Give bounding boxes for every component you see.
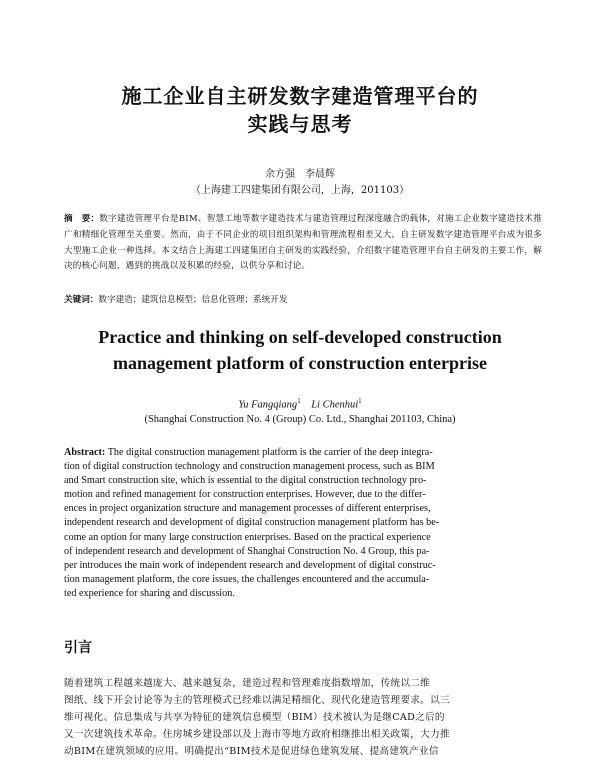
english-abstract-label: Abstract: <box>64 447 106 458</box>
english-abstract-text: The digital construction management platform is the carrier of the deep integra- tion of digital construction technology and construction management process, such as BIM and Smart construction site, which is essential to the digital construction technology pro- motion and refined management for construction enterprises. However, due to the differ- ences in project organization structure and management processes of different enterprises, independent research and development of digital construction management platform has be- come an option for many large construction enterprises. Based on the practical experience of independent research and development of Shanghai Construction No. 4 Group, this pa- per introduces the main work of independent research and development of digital construc- tion management platform, the core issues, the challenges encountered and the accumula- ted experience for sharing and discussion. <box>64 447 440 599</box>
english-author-2-affil-mark: 1 <box>358 397 362 405</box>
chinese-affiliation: （上海建工四建集团有限公司，上海，201103） <box>190 185 410 196</box>
chinese-abstract <box>64 212 542 275</box>
chinese-abstract-text: 数字建造管理平台是BIM、智慧工地等数字建造技术与建造管理过程深度融合的载体，对施工企业数字建造技术推广和精细化管理至关重要。然而，由于不同企业的项目组织架构和管理流程相差又大，自主研发数字建造管理平台成为很多大型施工企业一种选择。本文结合上海建工四建集团自主研发的实践经验，介绍数字建造管理平台自主研发的主要工作，解决的核心问题，遇到的挑战以及积累的经验，以供分享和讨论。 <box>64 214 542 272</box>
chinese-keywords-label: 关键词： <box>64 295 99 305</box>
chinese-authors: 余方强 李晨辉 <box>265 169 335 180</box>
english-title-line-2: management platform of construction enterprise <box>113 353 487 373</box>
chinese-abstract-label: 摘 要： <box>64 214 100 224</box>
english-author-2: Li Chenhui <box>311 399 359 411</box>
english-author-1-affil-mark: 1 <box>297 397 301 405</box>
english-abstract <box>64 446 538 601</box>
english-title-line-1: Practice and thinking on self-developed construction <box>98 327 502 347</box>
chinese-keywords <box>64 293 542 307</box>
english-affiliation: (Shanghai Construction No. 4 (Group) Co. Ltd., Shanghai 201103, China) <box>144 414 456 425</box>
chinese-title-line-2: 实践与思考 <box>247 112 353 136</box>
chinese-title-line-1: 施工企业自主研发数字建造管理平台的 <box>121 84 479 108</box>
section-heading-introduction: 引言 <box>64 640 92 656</box>
english-authors <box>0 397 600 411</box>
chinese-keywords-text: 数字建造；建筑信息模型；信息化管理；系统开发 <box>98 295 288 305</box>
english-author-1: Yu Fangqiang <box>238 399 298 411</box>
introduction-paragraph: 随着建筑工程越来越庞大、越来越复杂，建造过程和管理难度指数增加，传统以二维 图纸、线下开会讨论等为主的管理模式已经难以满足精细化、现代化建造管理要求。以三 维可视化、信息集成与共享为特征的建筑信息模型（BIM）技术被认为是继CAD之后的 又一次建筑技术革命。住房城乡建设部以及上海市等地方政府相继推出相关政策，大力推 动BIM在建筑领域的应用。明确提出“BIM技术是促进绿色建筑发展、提高建筑产业信 <box>64 678 450 757</box>
